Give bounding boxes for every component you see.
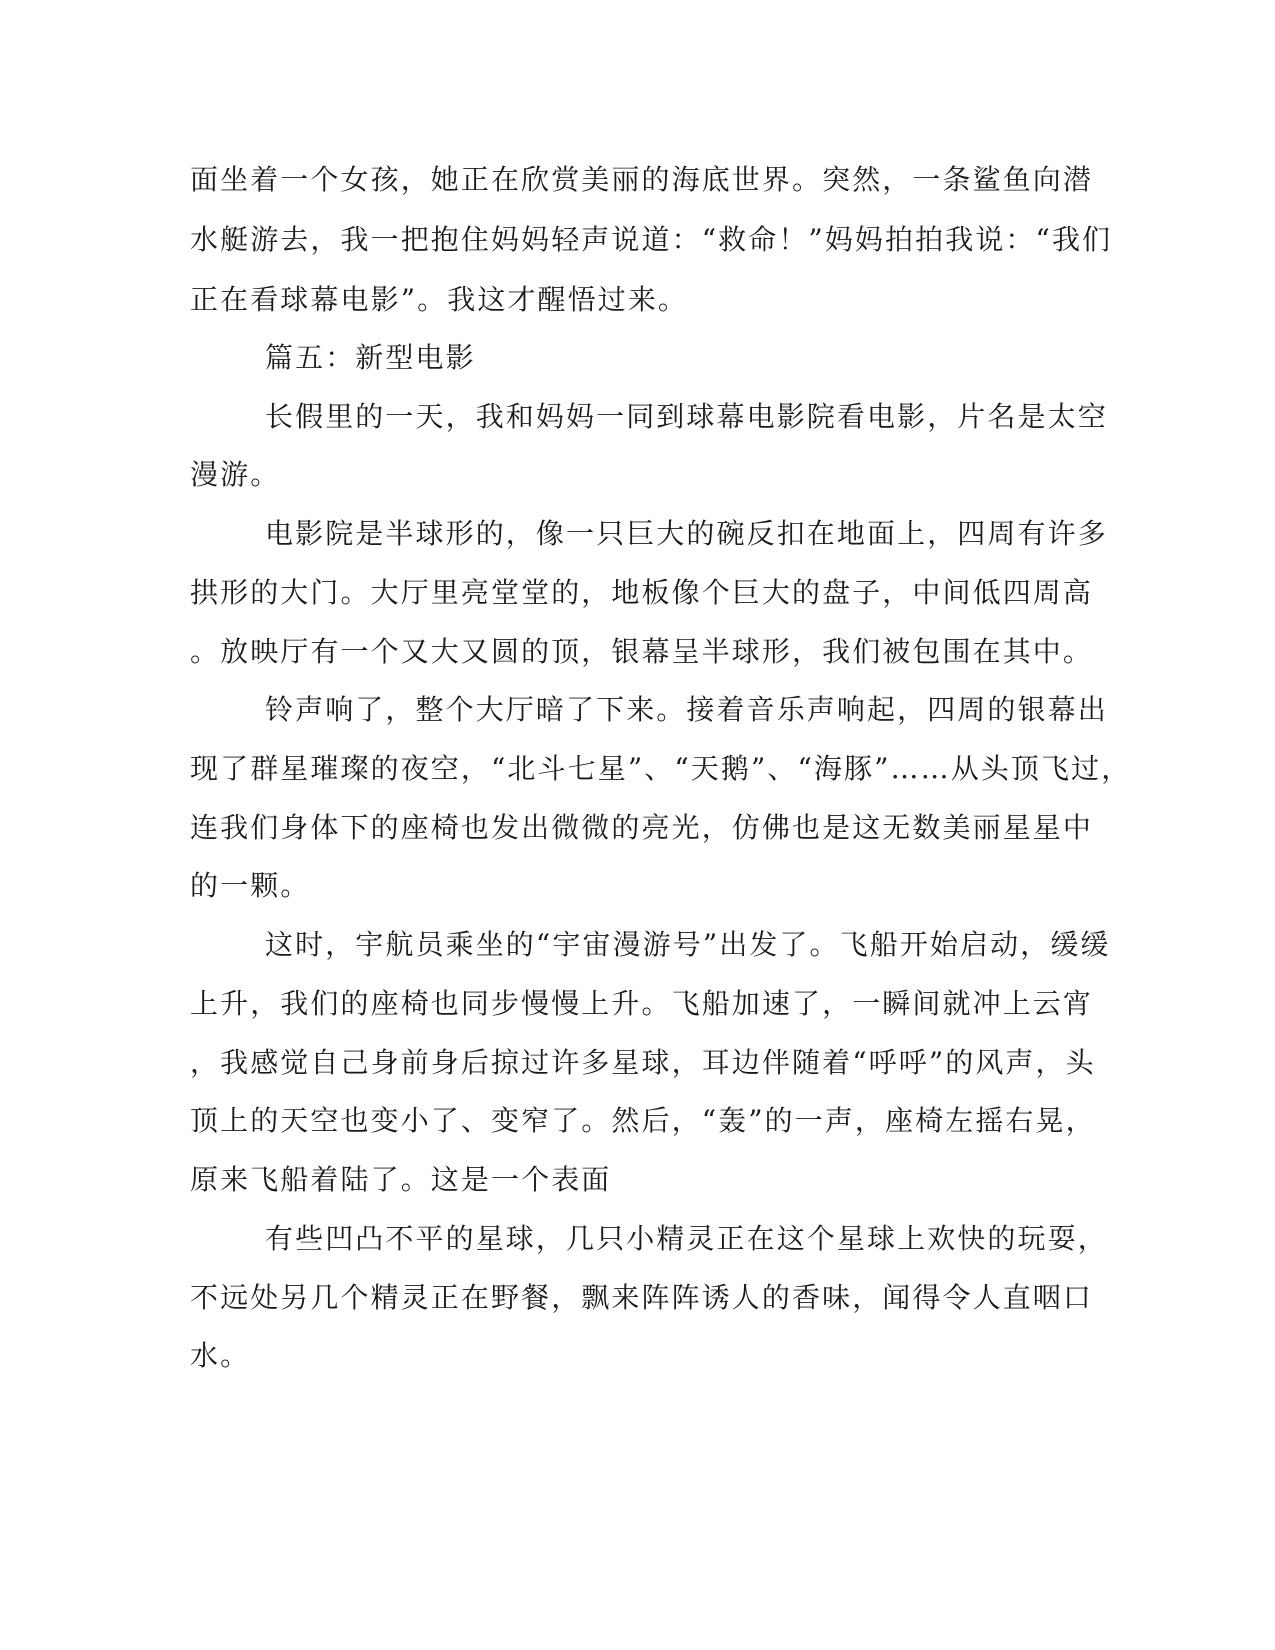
text-line: 顶上的天空也变小了、变窄了。然后，“轰”的一声，座椅左摇右晃，	[190, 1104, 1096, 1137]
text-line: 原来飞船着陆了。这是一个表面	[190, 1163, 612, 1196]
paragraph-first-line: 这时，宇航员乘坐的“宇宙漫游号”出发了。飞船开始启动，缓缓	[265, 928, 1111, 961]
text-line: ，我感觉自己身前身后掠过许多星球，耳边伴随着“呼呼”的风声，头	[190, 1046, 1096, 1079]
section-heading: 篇五：新型电影	[265, 341, 476, 374]
text-line: 漫游。	[190, 458, 281, 491]
text-line: 的一颗。	[190, 869, 311, 902]
text-line: 。放映厅有一个又大又圆的顶，银幕呈半球形，我们被包围在其中。	[190, 635, 1094, 668]
text-line: 水艇游去，我一把抱住妈妈轻声说道：“救命！”妈妈拍拍我说：“我们	[190, 223, 1113, 256]
paragraph-first-line: 有些凹凸不平的星球，几只小精灵正在这个星球上欢快的玩耍，	[265, 1222, 1108, 1255]
text-line: 拱形的大门。大厅里亮堂堂的，地板像个巨大的盘子，中间低四周高	[190, 576, 1094, 609]
paragraph-first-line: 长假里的一天，我和妈妈一同到球幕电影院看电影，片名是太空	[265, 400, 1108, 433]
text-line: 连我们身体下的座椅也发出微微的亮光，仿佛也是这无数美丽星星中	[190, 811, 1094, 844]
paragraph-first-line: 铃声响了，整个大厅暗了下来。接着音乐声响起，四周的银幕出	[265, 693, 1108, 726]
text-line: 不远处另几个精灵正在野餐，飘来阵阵诱人的香味，闻得令人直咽口	[190, 1281, 1094, 1314]
text-line: 正在看球幕电影”。我这才醒悟过来。	[190, 283, 689, 316]
text-line: 面坐着一个女孩，她正在欣赏美丽的海底世界。突然，一条鲨鱼向潜	[190, 163, 1094, 196]
text-line: 水。	[190, 1339, 251, 1372]
text-line: 现了群星璀璨的夜空，“北斗七星”、“天鹅”、“海豚”……从头顶飞过，	[190, 752, 1132, 785]
text-line: 上升，我们的座椅也同步慢慢上升。飞船加速了，一瞬间就冲上云宵	[190, 987, 1094, 1020]
paragraph-first-line: 电影院是半球形的，像一只巨大的碗反扣在地面上，四周有许多	[265, 517, 1108, 550]
